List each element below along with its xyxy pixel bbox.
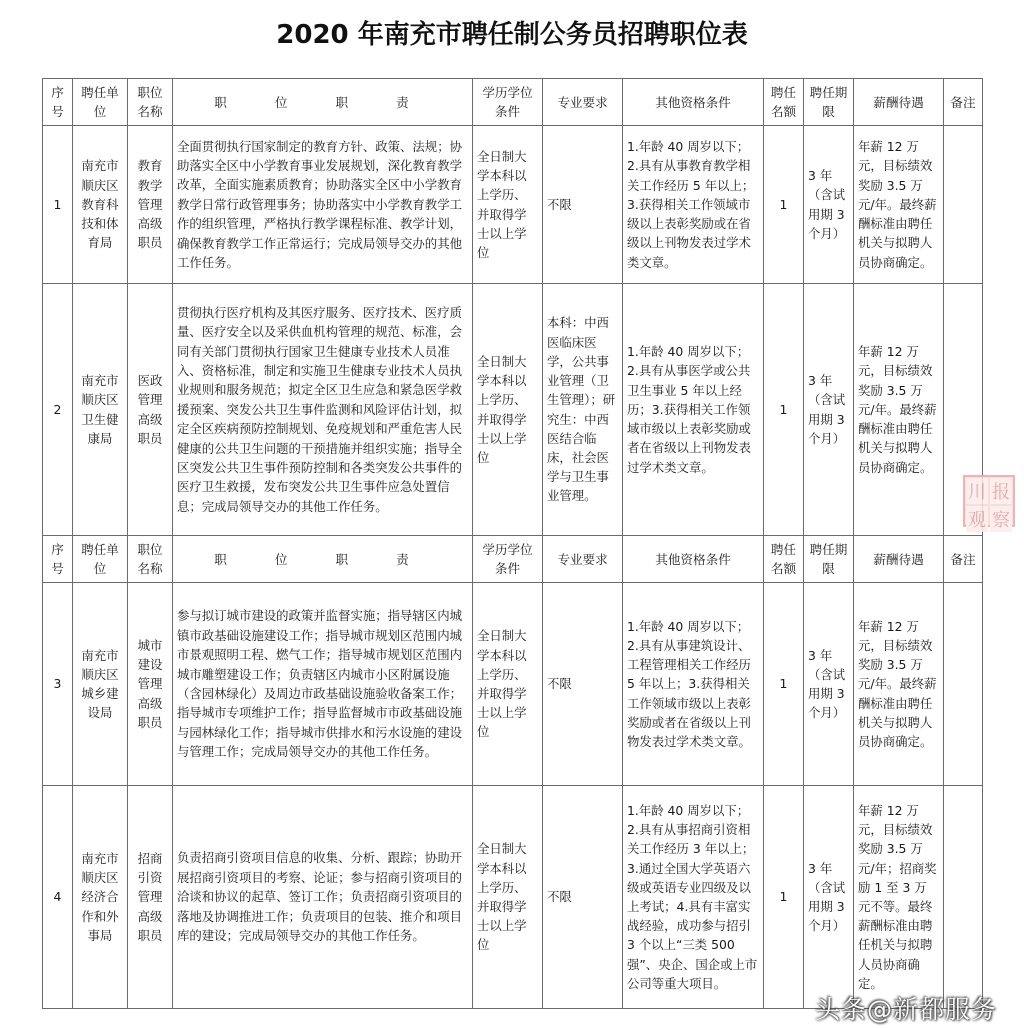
header-major: 专业要求 [543,536,623,583]
cell-other: 1.年龄 40 周岁以下；2.具有从事招商引资相关工作经历 3 年以上；3.通过全国大学英语六级或英语专业四级及以上考试；4.具有丰富实战经验，成功参与招引 3 个以上“三类 500 强”、央企、国企或上市公司等重大项目。 [623,786,764,1009]
header-salary: 薪酬待遇 [854,79,944,126]
cell-duties: 全面贯彻执行国家制定的教育方针、政策、法规；协助落实全区中小学教育事业发展规划，深化教育教学改革，全面实施素质教育；协助落实全区中小学教育教学日常行政管理事务；协助落实中小学教育教学工作的组织管理，严格执行教学课程标准、教学计划，确保教育教学工作正常运行；完成局领导交办的其他工作任务。 [173,126,473,284]
cell-education: 全日制大学本科以上学历、并取得学士以上学位 [473,583,543,786]
cell-remark [944,583,983,786]
header-education: 学历学位条件 [473,79,543,126]
header-unit: 聘任单位 [73,536,128,583]
header-remark: 备注 [944,536,983,583]
cell-term: 3 年（含试用期 3 个月） [804,583,854,786]
header-other: 其他资格条件 [623,536,764,583]
cell-seq: 2 [43,284,73,536]
seal-stamp-icon [963,475,1015,531]
header-major: 专业要求 [543,79,623,126]
cell-position: 教育教学管理高级职员 [128,126,173,284]
stamp-char: 川 [966,478,988,504]
cell-education: 全日制大学本科以上学历、并取得学士以上学位 [473,126,543,284]
cell-term: 3 年（含试用期 3 个月） [804,284,854,536]
cell-other: 1.年龄 40 周岁以下；2.具有从事建筑设计、工程管理相关工作经历 5 年以上；3.获得相关工作领域市级以上表彰奖励或者在省级以上刊物发表过学术类文章。 [623,583,764,786]
page-title: 2020 年南充市聘任制公务员招聘职位表 [276,20,748,50]
cell-salary: 年薪 12 万元，目标绩效奖励 3.5 万元/年。最终薪酬标准由聘任机关与拟聘人员协商确定。 [854,126,944,284]
header-term: 聘任期限 [804,79,854,126]
stamp-char: 察 [990,506,1012,532]
cell-quota: 1 [764,284,804,536]
cell-other: 1.年龄 40 周岁以下；2.具有从事医学或公共卫生事业 5 年以上经历；3.获得相关工作领域市级以上表彰奖励或者在省级以上刊物发表过学术类文章。 [623,284,764,536]
cell-unit: 南充市顺庆区卫生健康局 [73,284,128,536]
cell-education: 全日制大学本科以上学历、并取得学士以上学位 [473,284,543,536]
cell-major: 不限 [543,786,623,1009]
header-other: 其他资格条件 [623,79,764,126]
header-duties-label: 职 位 职 责 [214,551,431,567]
cell-salary: 年薪 12 万元，目标绩效奖励 3.5 万元/年。最终薪酬标准由聘任机关与拟聘人员协商确定。 [854,284,944,536]
cell-education: 全日制大学本科以上学历、并取得学士以上学位 [473,786,543,1009]
cell-position: 招商引资管理高级职员 [128,786,173,1009]
cell-salary: 年薪 12 万元，目标绩效奖励 3.5 万元/年；招商奖励 1 至 3 万元不等。最终薪酬标准由聘任机关与拟聘人员协商确定。 [854,786,944,1009]
cell-major: 不限 [543,583,623,786]
table-header-row [43,79,983,126]
header-quota: 聘任名额 [764,79,804,126]
header-term: 聘任期限 [804,536,854,583]
cell-duties: 贯彻执行医疗机构及其医疗服务、医疗技术、医疗质量、医疗安全以及采供血机构管理的规范、标准，会同有关部门贯彻执行国家卫生健康专业技术人员准入、资格标准，制定和实施卫生健康专业技术人员执业规则和服务规范；拟定全区卫生应急和紧急医学救援预案、突发公共卫生事件监测和风险评估计划，拟定全区疾病预防控制规划、免疫规划和严重危害人民健康的公共卫生问题的干预措施并组织实施；指导全区突发公共卫生事件预防控制和各类突发公共事件的医疗卫生救援，发布突发公共卫生事件应急处置信息；完成局领导交办的其他工作任务。 [173,284,473,536]
header-remark: 备注 [944,79,983,126]
cell-major: 本科：中西医临床医学，公共事业管理（卫生管理）；研究生：中西医结合临床，社会医学与卫生事业管理。 [543,284,623,536]
header-unit: 聘任单位 [73,79,128,126]
table-row [43,583,983,786]
cell-term: 3 年（含试用期 3 个月） [804,126,854,284]
cell-seq: 4 [43,786,73,1009]
header-duties-label: 职 位 职 责 [214,94,431,110]
cell-term: 3 年（含试用期 3 个月） [804,786,854,1009]
cell-unit: 南充市顺庆区教育科技和体育局 [73,126,128,284]
cell-seq: 1 [43,126,73,284]
cell-remark [944,786,983,1009]
cell-duties: 参与拟订城市建设的政策并监督实施；指导辖区内城镇市政基础设施建设工作；指导城市规划区范围内城市景观照明工程、燃气工作；指导城市规划区范围内城市雕塑建设工作；负责辖区内城市小区附属设施（含园林绿化）及周边市政基础设施验收备案工作；指导城市专项维护工作；指导监督城市市政基础设施与园林绿化工作；指导城市供排水和污水设施的建设与管理工作；完成局领导交办的其他工作任务。 [173,583,473,786]
header-quota: 聘任名额 [764,536,804,583]
table-row [43,126,983,284]
cell-remark [944,126,983,284]
cell-major: 不限 [543,126,623,284]
header-duties [173,79,473,126]
header-seq: 序号 [43,536,73,583]
cell-position: 城市建设管理高级职员 [128,583,173,786]
cell-unit: 南充市顺庆区经济合作和外事局 [73,786,128,1009]
header-seq: 序号 [43,79,73,126]
header-position: 职位名称 [128,79,173,126]
cell-quota: 1 [764,126,804,284]
header-education: 学历学位条件 [473,536,543,583]
cell-unit: 南充市顺庆区城乡建设局 [73,583,128,786]
header-duties [173,536,473,583]
cell-duties: 负责招商引资项目信息的收集、分析、跟踪；协助开展招商引资项目的考察、论证；参与招商引资项目的洽谈和协议的起草、签订工作；负责招商引资项目的落地及协调推进工作；负责项目的包装、推介和项目库的建设；完成局领导交办的其他工作任务。 [173,786,473,1009]
recruitment-table [42,78,983,1009]
cell-other: 1.年龄 40 周岁以下；2.具有从事教育教学相关工作经历 5 年以上；3.获得相关工作领域市级以上表彰奖励或在省级以上刊物发表过学术类文章。 [623,126,764,284]
cell-seq: 3 [43,583,73,786]
table-header-row [43,536,983,583]
cell-position: 医政管理高级职员 [128,284,173,536]
cell-salary: 年薪 12 万元，目标绩效奖励 3.5 万元/年。最终薪酬标准由聘任机关与拟聘人员协商确定。 [854,583,944,786]
header-salary: 薪酬待遇 [854,536,944,583]
header-position: 职位名称 [128,536,173,583]
table-row [43,284,983,536]
cell-quota: 1 [764,583,804,786]
stamp-char: 观 [966,506,988,532]
source-watermark: 头条@新都服务 [815,995,998,1024]
cell-quota: 1 [764,786,804,1009]
stamp-char: 报 [990,478,1012,504]
table-row [43,786,983,1009]
